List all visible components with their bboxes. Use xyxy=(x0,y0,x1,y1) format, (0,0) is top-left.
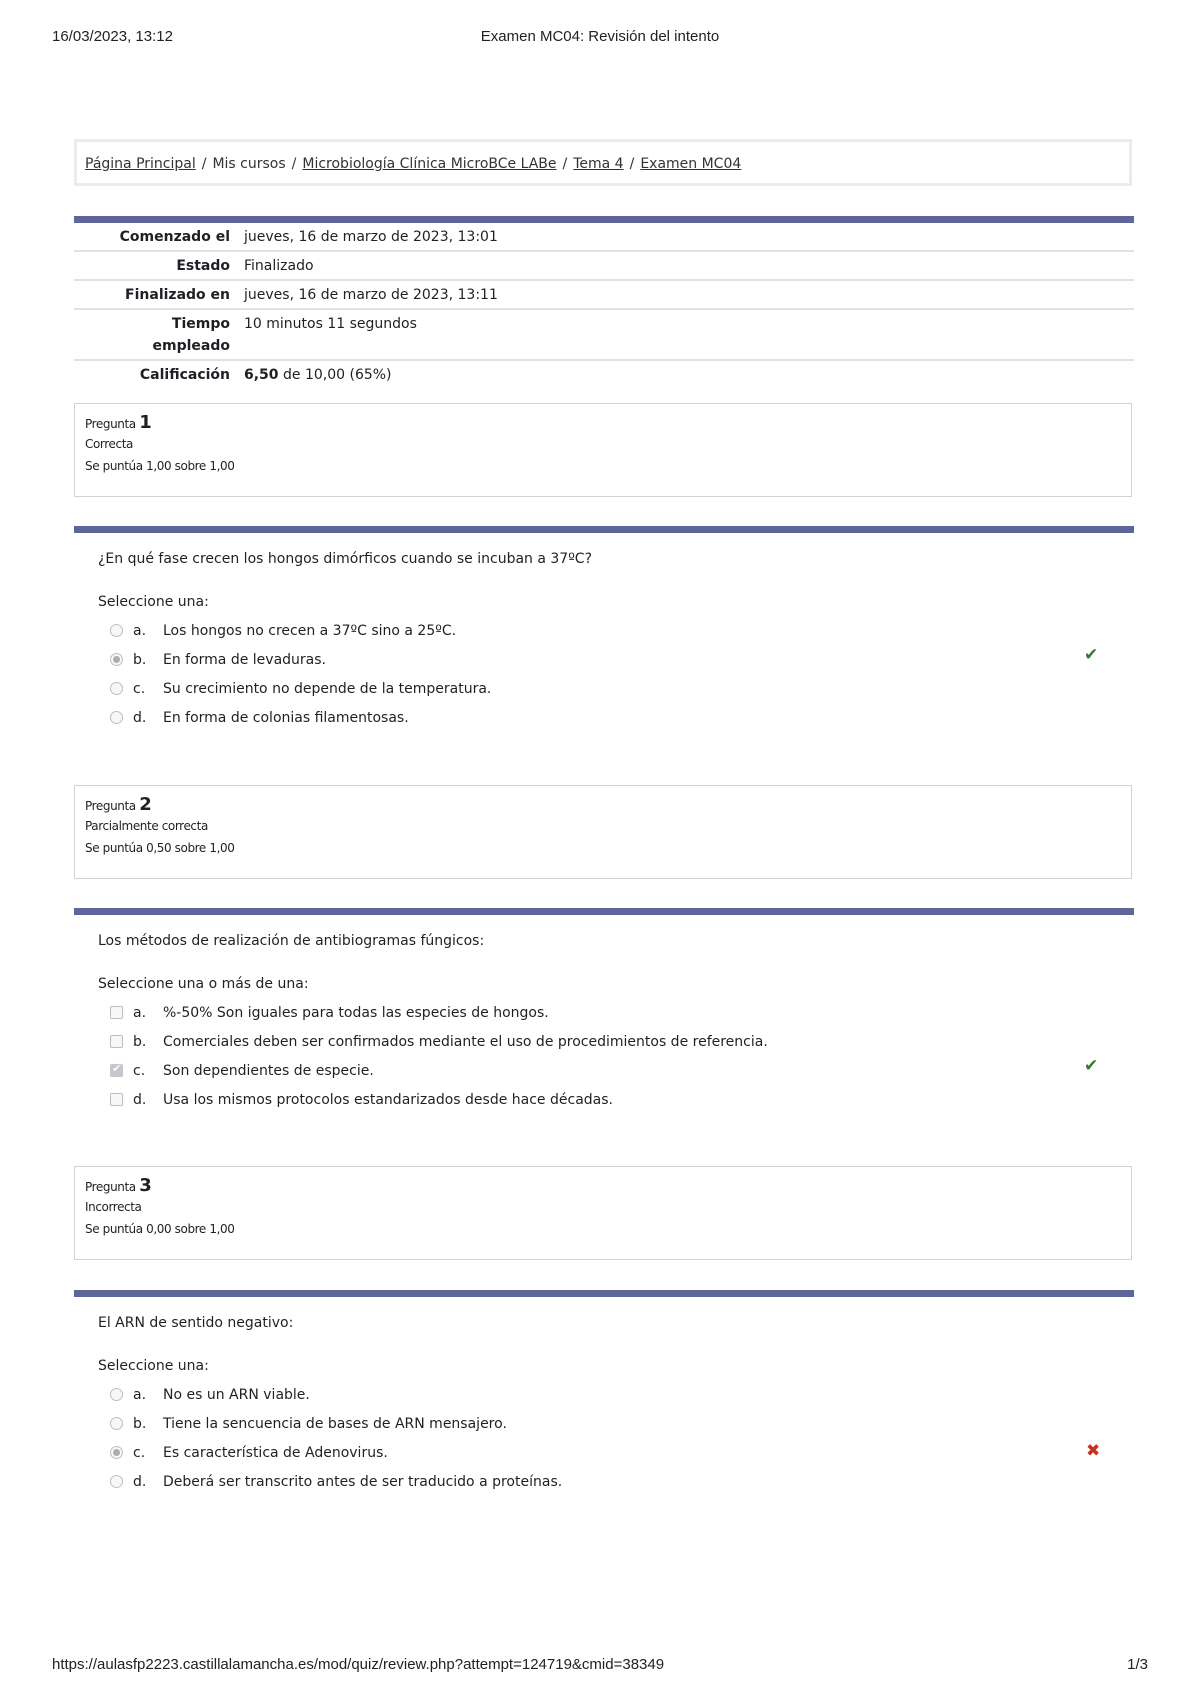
radio-button[interactable] xyxy=(110,682,123,695)
breadcrumb-topic-link[interactable]: Tema 4 xyxy=(573,156,624,172)
question-label: Pregunta xyxy=(85,1180,136,1194)
answer-letter: a. xyxy=(133,1386,147,1403)
question-info xyxy=(74,403,1132,497)
answer-letter: d. xyxy=(133,709,147,726)
print-url: https://aulasfp2223.castillalamancha.es/mod/quiz/review.php?attempt=124719&cmid=38349 xyxy=(52,1656,665,1673)
summary-value: jueves, 16 de marzo de 2023, 13:01 xyxy=(244,229,498,245)
answer-option[interactable] xyxy=(110,1056,1134,1085)
checkbox[interactable] xyxy=(110,1006,123,1019)
summary-row-state xyxy=(74,252,1134,281)
answer-option[interactable] xyxy=(110,674,1134,703)
question-grade: Se puntúa 0,50 sobre 1,00 xyxy=(85,841,235,855)
breadcrumb-separator: / xyxy=(562,156,568,172)
answer-letter: c. xyxy=(133,1062,146,1079)
radio-button[interactable] xyxy=(110,1475,123,1488)
print-page-number: 1/3 xyxy=(1127,1656,1148,1673)
grade-rest: de 10,00 (65%) xyxy=(283,367,392,383)
breadcrumb-course-link[interactable]: Microbiología Clínica MicroBCe LABe xyxy=(302,156,557,172)
answer-text: Son dependientes de especie. xyxy=(163,1062,374,1079)
radio-button[interactable] xyxy=(110,653,123,666)
question-label: Pregunta xyxy=(85,417,136,431)
answer-text: Tiene la sencuencia de bases de ARN mensajero. xyxy=(163,1415,507,1432)
question-text: ¿En qué fase crecen los hongos dimórficos cuando se incuban a 37ºC? xyxy=(98,551,592,567)
answer-text: En forma de levaduras. xyxy=(163,651,326,668)
answer-option[interactable] xyxy=(110,1027,1134,1056)
print-header xyxy=(52,28,1148,48)
answer-text: No es un ARN viable. xyxy=(163,1386,310,1403)
question-content xyxy=(74,908,1134,1114)
question-info xyxy=(74,1166,1132,1260)
answer-letter: a. xyxy=(133,1004,147,1021)
answer-option[interactable] xyxy=(110,1380,1134,1409)
summary-value xyxy=(230,361,392,388)
answer-option[interactable] xyxy=(110,616,1134,645)
summary-value: Finalizado xyxy=(244,258,314,274)
radio-button[interactable] xyxy=(110,711,123,724)
answer-text: En forma de colonias filamentosas. xyxy=(163,709,409,726)
answer-text: Los hongos no crecen a 37ºC sino a 25ºC. xyxy=(163,622,457,639)
summary-label: Finalizado en xyxy=(125,287,230,303)
question-text: Los métodos de realización de antibiogramas fúngicos: xyxy=(98,933,485,949)
answer-text: Usa los mismos protocolos estandarizados desde hace décadas. xyxy=(163,1091,613,1108)
print-footer xyxy=(52,1656,1148,1676)
print-date: 16/03/2023, 13:12 xyxy=(52,28,173,45)
answer-text: Comerciales deben ser confirmados mediante el uso de procedimientos de referencia. xyxy=(163,1033,768,1050)
checkbox[interactable] xyxy=(110,1093,123,1106)
answer-option[interactable] xyxy=(110,703,1134,732)
answer-text: %-50% Son iguales para todas las especies de hongos. xyxy=(163,1004,549,1021)
summary-label: Tiempo empleado xyxy=(152,316,230,354)
question-content xyxy=(74,1290,1134,1496)
question-state: Incorrecta xyxy=(85,1200,142,1214)
question-number-value: 1 xyxy=(139,412,152,433)
answer-list xyxy=(110,616,1134,732)
summary-label: Calificación xyxy=(139,367,230,383)
answer-option[interactable] xyxy=(110,645,1134,674)
radio-button[interactable] xyxy=(110,1446,123,1459)
incorrect-cross-icon: ✖ xyxy=(1086,1441,1101,1461)
answer-text: Es característica de Adenovirus. xyxy=(163,1444,388,1461)
answer-letter: b. xyxy=(133,651,147,668)
question-content xyxy=(74,526,1134,732)
question-label: Pregunta xyxy=(85,799,136,813)
radio-button[interactable] xyxy=(110,624,123,637)
summary-value: 10 minutos 11 segundos xyxy=(244,316,417,332)
breadcrumb-exam-link[interactable]: Examen MC04 xyxy=(640,156,742,172)
summary-row-started xyxy=(74,223,1134,252)
print-title: Examen MC04: Revisión del intento xyxy=(480,28,720,45)
breadcrumb-home-link[interactable]: Página Principal xyxy=(85,156,196,172)
answer-prompt: Seleccione una o más de una: xyxy=(98,976,309,992)
answer-letter: a. xyxy=(133,622,147,639)
answer-letter: b. xyxy=(133,1033,147,1050)
summary-row-time-taken xyxy=(74,310,1134,361)
breadcrumb-separator: / xyxy=(629,156,635,172)
answer-letter: c. xyxy=(133,680,146,697)
question-state: Correcta xyxy=(85,437,133,451)
answer-option[interactable] xyxy=(110,1409,1134,1438)
answer-prompt: Seleccione una: xyxy=(98,1358,209,1374)
answer-letter: b. xyxy=(133,1415,147,1432)
question-info xyxy=(74,785,1132,879)
question-number xyxy=(85,1175,1121,1196)
answer-option[interactable] xyxy=(110,1438,1134,1467)
question-number xyxy=(85,794,1121,815)
answer-letter: d. xyxy=(133,1473,147,1490)
summary-row-finished xyxy=(74,281,1134,310)
answer-option[interactable] xyxy=(110,998,1134,1027)
answer-letter: d. xyxy=(133,1091,147,1108)
breadcrumb xyxy=(74,139,1132,186)
correct-check-icon: ✔ xyxy=(1084,645,1099,665)
correct-check-icon: ✔ xyxy=(1084,1056,1099,1076)
question-number xyxy=(85,412,1121,433)
breadcrumb-separator: / xyxy=(291,156,297,172)
radio-button[interactable] xyxy=(110,1417,123,1430)
summary-label: Estado xyxy=(176,258,230,274)
radio-button[interactable] xyxy=(110,1388,123,1401)
answer-prompt: Seleccione una: xyxy=(98,594,209,610)
answer-list xyxy=(110,998,1134,1114)
answer-letter: c. xyxy=(133,1444,146,1461)
answer-option[interactable] xyxy=(110,1085,1134,1114)
grade-score: 6,50 xyxy=(244,367,279,383)
question-grade: Se puntúa 0,00 sobre 1,00 xyxy=(85,1222,235,1236)
question-number-value: 2 xyxy=(139,794,152,815)
question-state: Parcialmente correcta xyxy=(85,819,208,833)
question-grade: Se puntúa 1,00 sobre 1,00 xyxy=(85,459,235,473)
answer-text: Su crecimiento no depende de la temperatura. xyxy=(163,680,492,697)
breadcrumb-my-courses: Mis cursos xyxy=(212,156,286,172)
attempt-summary-table xyxy=(74,216,1134,388)
breadcrumb-separator: / xyxy=(201,156,207,172)
checkbox[interactable] xyxy=(110,1035,123,1048)
answer-list xyxy=(110,1380,1134,1496)
summary-row-grade xyxy=(74,361,1134,388)
question-number-value: 3 xyxy=(139,1175,152,1196)
summary-value: jueves, 16 de marzo de 2023, 13:11 xyxy=(244,287,498,303)
answer-text: Deberá ser transcrito antes de ser traducido a proteínas. xyxy=(163,1473,563,1490)
checkbox[interactable] xyxy=(110,1064,123,1077)
summary-label: Comenzado el xyxy=(119,229,230,245)
question-text: El ARN de sentido negativo: xyxy=(98,1315,294,1331)
answer-option[interactable] xyxy=(110,1467,1134,1496)
